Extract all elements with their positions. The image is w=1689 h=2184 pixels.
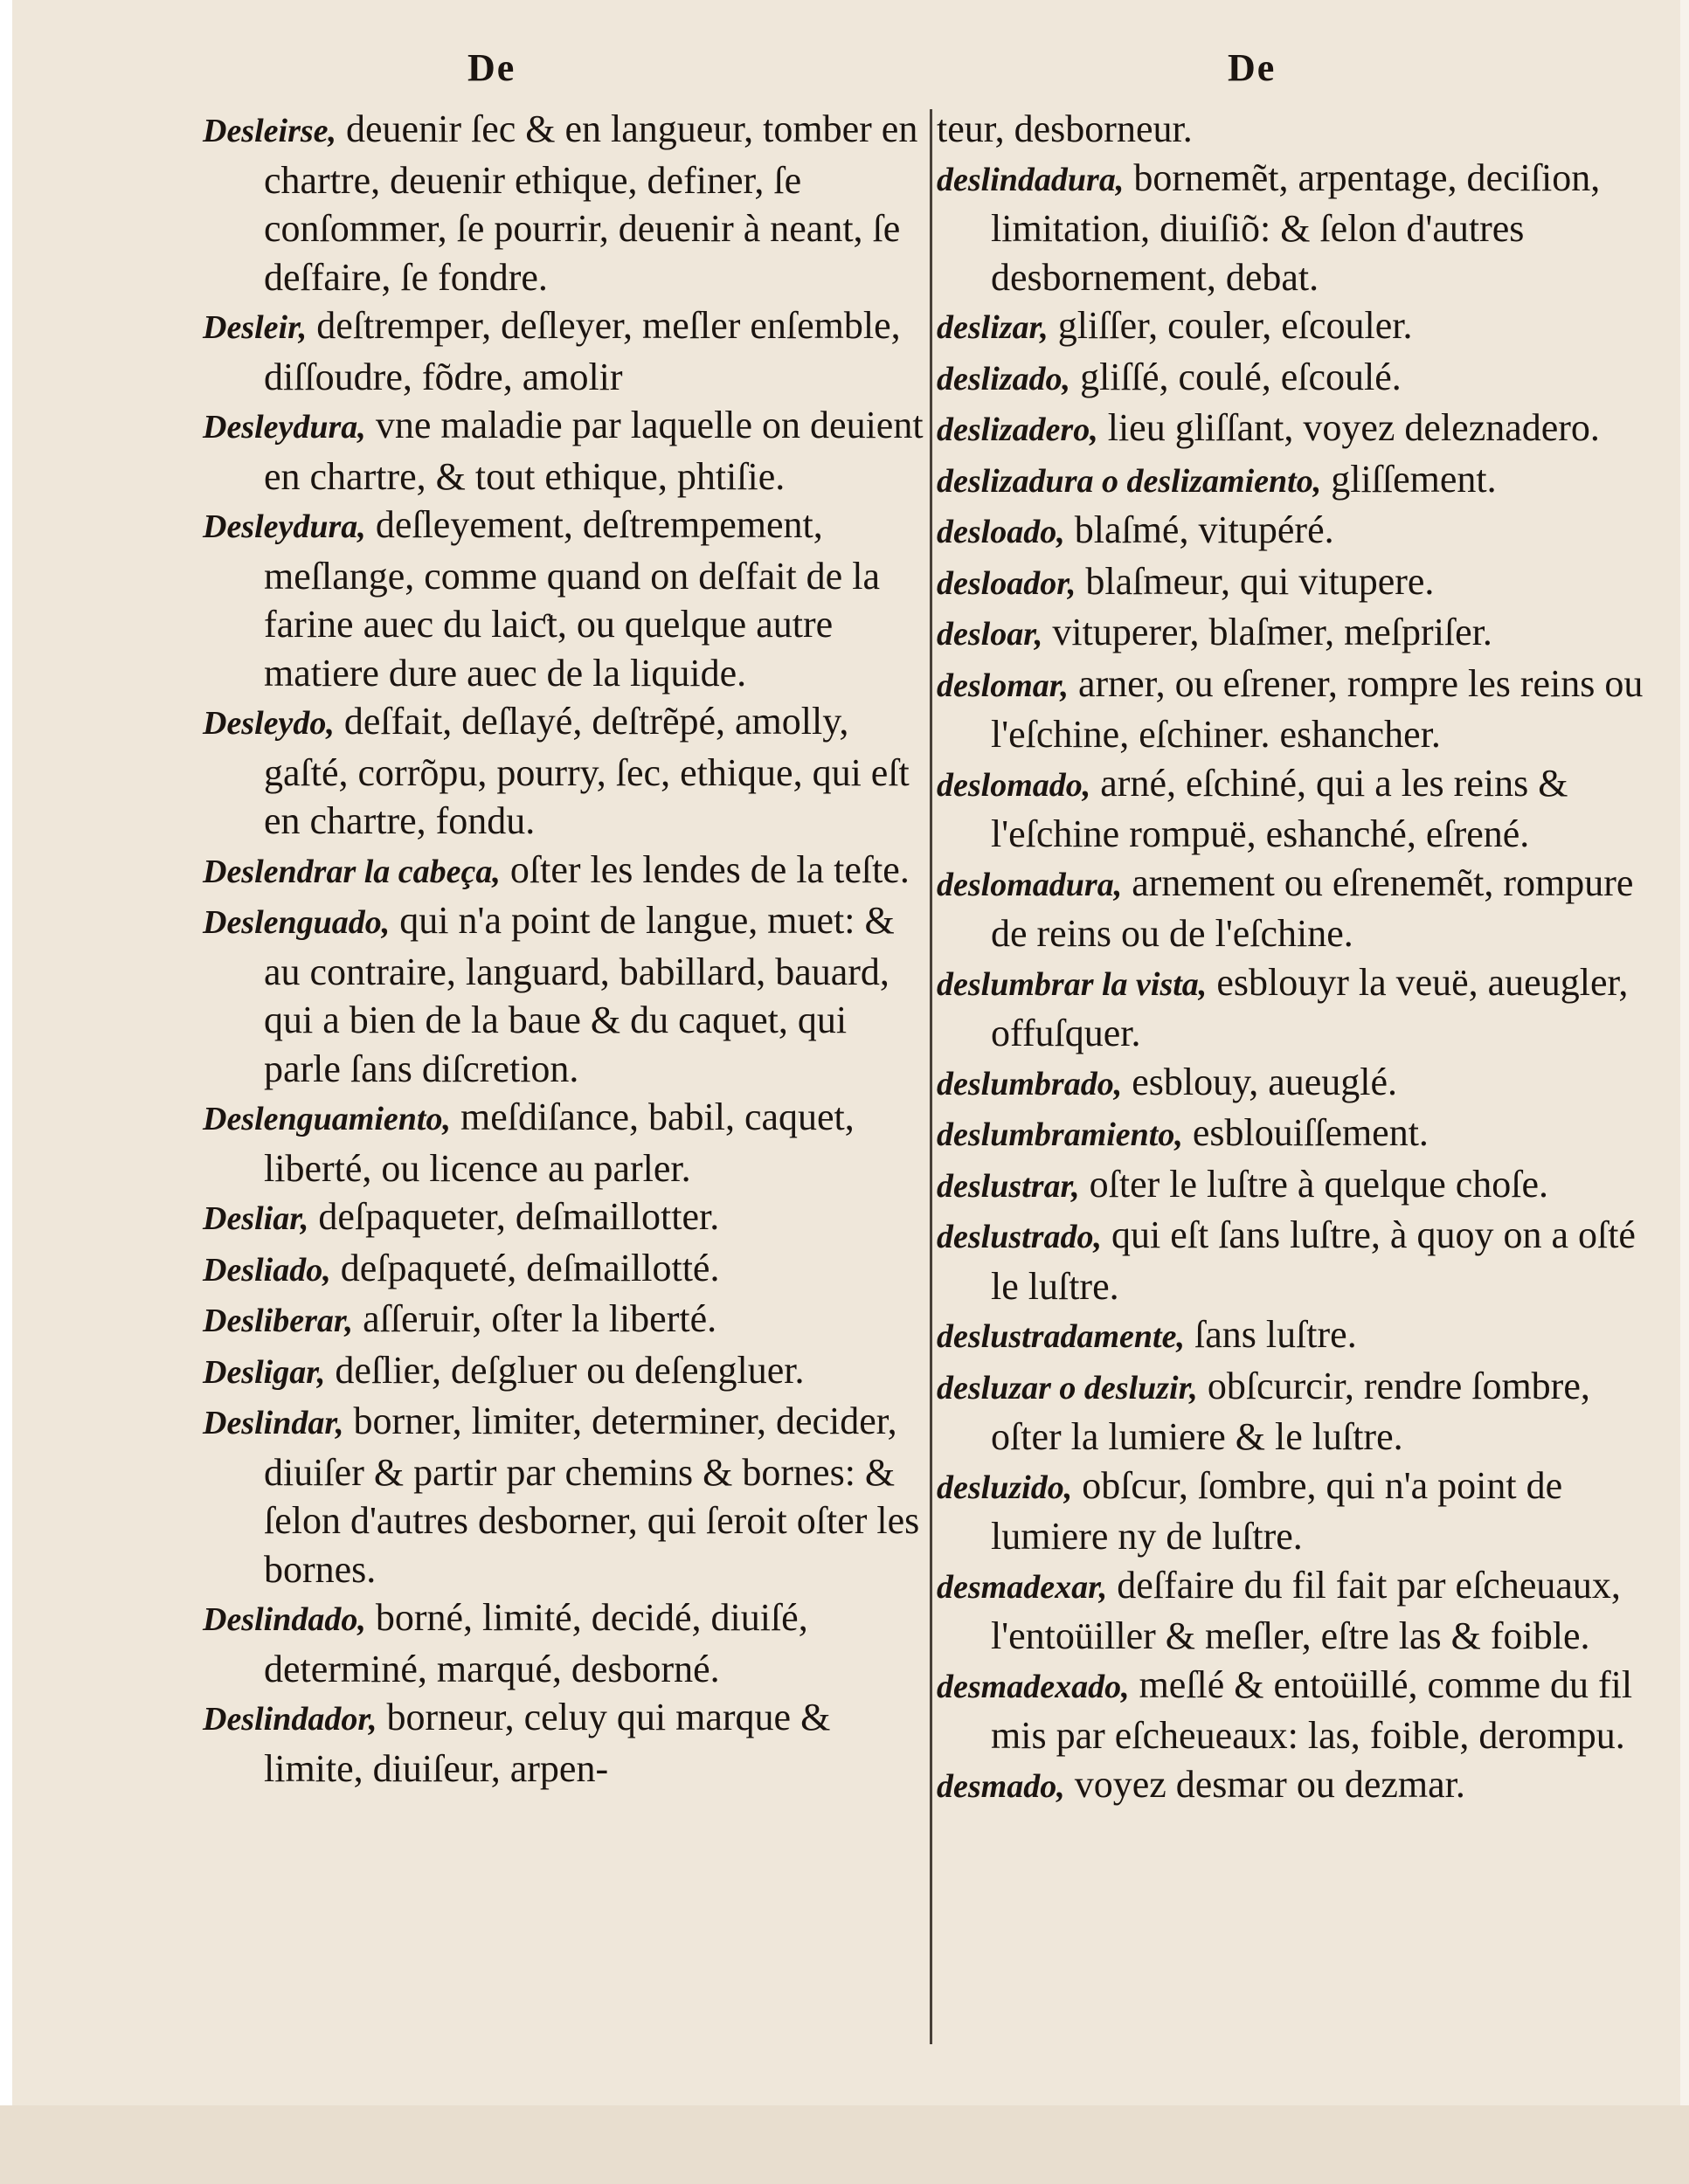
entry-definition: borné, limité, decidé, diuiſé, determiné, marqué, desborné. bbox=[264, 1596, 808, 1690]
entry-headword: deslizado, bbox=[937, 360, 1071, 397]
dictionary-entry bbox=[937, 404, 1658, 455]
entry-headword: Desliar, bbox=[203, 1200, 309, 1237]
entry-headword: deslomar, bbox=[937, 667, 1069, 704]
dictionary-entry bbox=[937, 1561, 1658, 1661]
entry-definition: deſpaqueter, deſmaillotter. bbox=[308, 1195, 720, 1238]
dictionary-entry bbox=[203, 1693, 928, 1793]
entry-definition: gliſſé, coulé, eſcoulé. bbox=[1070, 355, 1402, 398]
dictionary-entry bbox=[203, 1397, 928, 1593]
entry-headword: deslumbrado, bbox=[937, 1065, 1123, 1102]
entry-definition: qui eſt ſans luſtre, à quoy on a oſté le luſtre. bbox=[991, 1213, 1636, 1308]
dictionary-entry bbox=[937, 1109, 1658, 1160]
dictionary-entry bbox=[937, 506, 1658, 557]
column-rule bbox=[930, 109, 932, 2044]
running-head-right: De bbox=[1228, 46, 1277, 89]
entry-definition: ſans luſtre. bbox=[1184, 1313, 1357, 1356]
page-edge-right bbox=[1680, 0, 1689, 2184]
entry-definition: arné, eſchiné, qui a les reins & l'eſchine rompuë, eshanché, eſrené. bbox=[991, 761, 1568, 855]
entry-definition: deſfaire du fil fait par eſcheuaux, l'entoüiller & meſler, eſtre las & foible. bbox=[991, 1563, 1621, 1657]
dictionary-entry bbox=[937, 1160, 1658, 1212]
entry-headword: deslizar, bbox=[937, 309, 1049, 346]
entry-definition: vituperer, blaſmer, meſpriſer. bbox=[1042, 611, 1492, 653]
entry-headword: deslindadura, bbox=[937, 161, 1125, 198]
dictionary-entry bbox=[937, 1362, 1658, 1462]
entry-headword: deslumbrar la vista, bbox=[937, 965, 1208, 1003]
entry-definition: aſſeruir, oſter la liberté. bbox=[353, 1297, 717, 1340]
entry-headword: deslustradamente, bbox=[937, 1318, 1185, 1355]
dictionary-entry bbox=[203, 846, 928, 897]
entry-headword: desmadexado, bbox=[937, 1668, 1130, 1705]
entry-definition: obſcur, ſombre, qui n'a point de lumiere ny de luſtre. bbox=[991, 1463, 1563, 1558]
dictionary-entry bbox=[203, 1346, 928, 1398]
entry-definition: deſtremper, deſleyer, meſler enſemble, diſſoudre, fõdre, amolir bbox=[264, 304, 901, 398]
entry-headword: Desleydo, bbox=[203, 705, 335, 742]
dictionary-entry bbox=[937, 1310, 1658, 1362]
entry-definition: oſter les lendes de la teſte. bbox=[500, 847, 910, 891]
dictionary-entry bbox=[937, 1661, 1658, 1760]
entry-headword: deslomadura, bbox=[937, 866, 1123, 903]
entry-headword: Desleydura, bbox=[203, 508, 366, 545]
entry-headword: Desliado, bbox=[203, 1251, 331, 1289]
entry-definition: blaſmé, vitupéré. bbox=[1064, 508, 1334, 551]
entry-headword: desluzido, bbox=[937, 1469, 1073, 1506]
entry-headword: Desleirse, bbox=[203, 113, 337, 149]
entry-definition: esblouiſſement. bbox=[1182, 1111, 1429, 1154]
entry-definition: arnement ou eſrenemẽt, rompure de reins ou de l'eſchine. bbox=[991, 860, 1634, 955]
dictionary-entry bbox=[937, 1462, 1658, 1561]
dictionary-entry bbox=[937, 958, 1658, 1058]
entry-headword: desloado, bbox=[937, 514, 1065, 550]
entry-definition: qui n'a point de langue, muet: & au contraire, languard, babillard, bauard, qui a bien de la baue & du caquet, qui parle ſans diſcretion. bbox=[264, 899, 895, 1090]
entry-headword: Desliberar, bbox=[203, 1303, 354, 1339]
dictionary-entry bbox=[203, 301, 928, 401]
dictionary-entry bbox=[203, 501, 928, 697]
entry-definition: deſpaqueté, deſmaillotté. bbox=[330, 1246, 720, 1289]
dictionary-entry bbox=[937, 455, 1658, 507]
right-entries bbox=[937, 105, 1658, 1811]
dictionary-entry bbox=[937, 1760, 1658, 1812]
entry-definition: lieu gliſſant, voyez deleznadero. bbox=[1097, 406, 1600, 449]
entry-headword: deslustrar, bbox=[937, 1167, 1080, 1205]
entry-definition: gliſſer, couler, eſcouler. bbox=[1048, 304, 1413, 347]
dictionary-entry bbox=[937, 759, 1658, 859]
entry-definition: vne maladie par laquelle on deuient en chartre, & tout ethique, phtiſie. bbox=[264, 404, 924, 498]
page-edge-left bbox=[0, 0, 12, 2184]
left-entries bbox=[203, 105, 928, 1793]
entry-definition: esblouy, aueuglé. bbox=[1122, 1060, 1398, 1103]
entry-headword: desmadexar, bbox=[937, 1568, 1108, 1606]
entry-definition: deuenir ſec & en langueur, tomber en chartre, deuenir ethique, definer, ſe conſommer, ſe pourrir, deuenir à neant, ſe deſfaire, ſe fondre. bbox=[264, 107, 918, 299]
dictionary-entry bbox=[203, 1093, 928, 1192]
entry-headword: Deslindado, bbox=[203, 1601, 366, 1638]
dictionary-entry bbox=[937, 353, 1658, 404]
entry-headword: deslomado, bbox=[937, 766, 1091, 804]
dictionary-entry bbox=[203, 1593, 928, 1693]
entry-definition: arner, ou eſrener, rompre les reins ou l'eſchine, eſchiner. eshancher. bbox=[991, 661, 1644, 756]
entry-headword: Desleir, bbox=[203, 309, 308, 346]
entry-headword: Deslindar, bbox=[203, 1405, 344, 1441]
entry-headword: desloar, bbox=[937, 616, 1043, 653]
entry-definition: meſlé & entoüillé, comme du fil mis par eſcheueaux: las, foible, derompu. bbox=[991, 1662, 1633, 1757]
dictionary-entry bbox=[937, 660, 1658, 759]
dictionary-entry bbox=[203, 401, 928, 501]
entry-headword: Deslindador, bbox=[203, 1701, 377, 1738]
entry-headword: deslizadero, bbox=[937, 411, 1098, 448]
entry-definition: borneur, celuy qui marque & limite, diuiſeur, arpen- bbox=[264, 1696, 831, 1790]
entry-definition: gliſſement. bbox=[1321, 457, 1497, 501]
entry-definition: blaſmeur, qui vitupere. bbox=[1076, 559, 1435, 603]
dictionary-entry bbox=[203, 1295, 928, 1346]
dictionary-entry bbox=[203, 697, 928, 846]
entry-definition: deſleyement, deſtrempement, meſlange, comme quand on deſfait de la farine auec du laiƈt, ou quelque autre matiere dure auec de la liquide. bbox=[264, 503, 880, 695]
entry-headword: deslizadura o deslizamiento, bbox=[937, 462, 1322, 500]
entry-headword: desmado, bbox=[937, 1767, 1065, 1805]
entry-headword: Desleydura, bbox=[203, 409, 366, 446]
dictionary-entry bbox=[937, 608, 1658, 660]
page-bottom-margin bbox=[0, 2105, 1689, 2184]
dictionary-entry bbox=[937, 105, 1658, 154]
running-head-left: De bbox=[467, 46, 516, 89]
entry-headword: Desligar, bbox=[203, 1353, 326, 1391]
dictionary-entry bbox=[937, 859, 1658, 958]
entry-headword: desluzar o desluzir, bbox=[937, 1369, 1198, 1406]
entry-headword: deslustrado, bbox=[937, 1219, 1102, 1255]
dictionary-entry bbox=[937, 557, 1658, 609]
entry-definition: voyez desmar ou dezmar. bbox=[1064, 1762, 1465, 1806]
dictionary-entry bbox=[203, 896, 928, 1093]
entry-definition: deſlier, deſgluer ou deſengluer. bbox=[325, 1348, 805, 1392]
entry-definition: meſdiſance, babil, caquet, liberté, ou licence au parler. bbox=[264, 1095, 855, 1190]
dictionary-entry bbox=[203, 105, 928, 301]
dictionary-entry bbox=[203, 1244, 928, 1296]
entry-headword: Deslenguamiento, bbox=[203, 1101, 451, 1137]
entry-headword: Deslenguado, bbox=[203, 904, 391, 941]
dictionary-entry bbox=[937, 154, 1658, 302]
entry-definition: deſfait, deſlayé, deſtrẽpé, amolly, gaſté, corrõpu, pourry, ſec, ethique, qui eſt en chartre, fondu. bbox=[264, 700, 910, 842]
dictionary-entry bbox=[937, 301, 1658, 353]
entry-headword: deslumbramiento, bbox=[937, 1116, 1183, 1153]
entry-headword: Deslendrar la cabeça, bbox=[203, 853, 501, 890]
dictionary-entry bbox=[937, 1058, 1658, 1109]
entry-definition: borner, limiter, determiner, decider, diuiſer & partir par chemins & bornes: & ſelon d'autres desborner, qui ſeroit oſter les bornes. bbox=[264, 1400, 920, 1591]
entry-definition: obſcurcir, rendre ſombre, oſter la lumiere & le luſtre. bbox=[991, 1364, 1590, 1458]
dictionary-entry bbox=[203, 1192, 928, 1244]
entry-definition: esblouyr la veuë, aueugler, offuſquer. bbox=[991, 960, 1629, 1054]
entry-headword: desloador, bbox=[937, 564, 1076, 602]
entry-definition: teur, desborneur. bbox=[937, 107, 1193, 150]
entry-definition: oſter le luſtre à quelque choſe. bbox=[1079, 1162, 1549, 1206]
entry-definition: bornemẽt, arpentage, deciſion, limitation, diuiſiõ: & ſelon d'autres desbornement, debat. bbox=[991, 156, 1601, 299]
dictionary-entry bbox=[937, 1211, 1658, 1310]
